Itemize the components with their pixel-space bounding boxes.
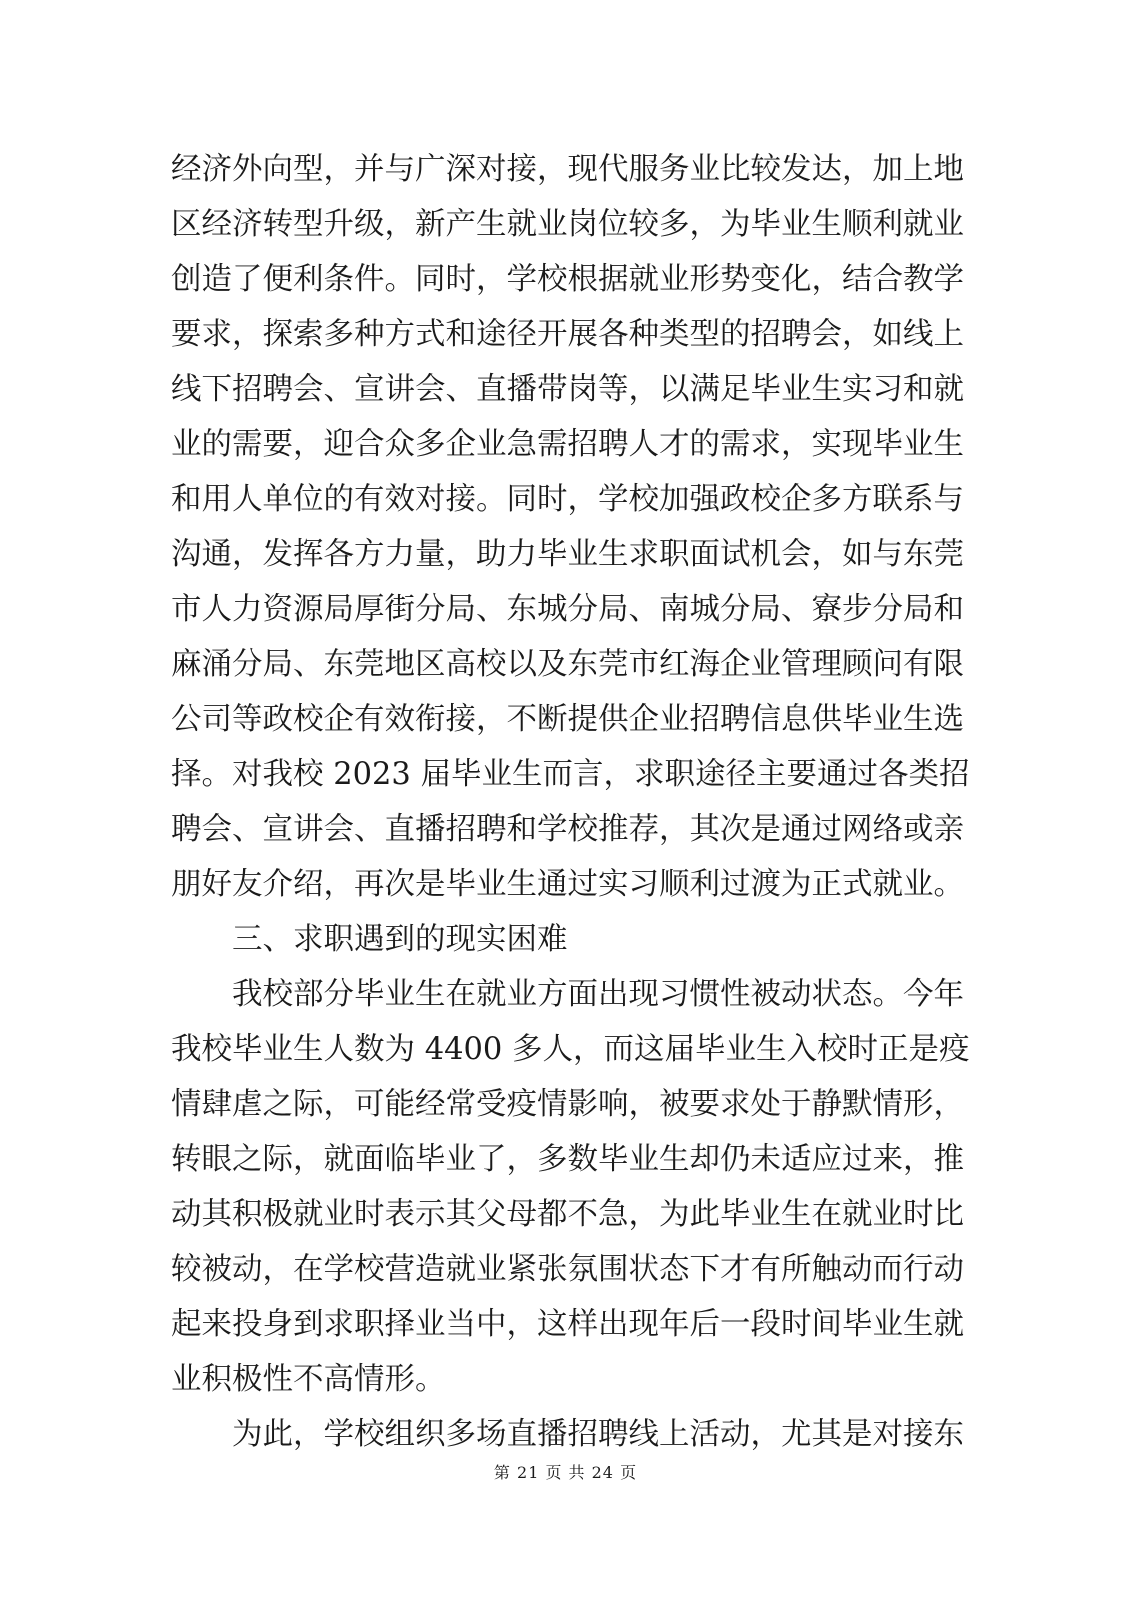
text-line: 要求，探索多种方式和途径开展各种类型的招聘会，如线上 <box>171 317 964 352</box>
text-line: 择。对我校 2023 届毕业生而言，求职途径主要通过各类招 <box>171 757 970 792</box>
text-line: 公司等政校企有效衔接，不断提供企业招聘信息供毕业生选 <box>171 702 964 737</box>
text-line: 较被动，在学校营造就业紧张氛围状态下才有所触动而行动 <box>171 1252 964 1287</box>
text-line: 经济外向型，并与广深对接，现代服务业比较发达，加上地 <box>171 152 964 187</box>
text-line: 我校毕业生人数为 4400 多人，而这届毕业生入校时正是疫 <box>171 1032 970 1067</box>
text-line: 业的需要，迎合众多企业急需招聘人才的需求，实现毕业生 <box>171 427 964 462</box>
page-number: 第 21 页 共 24 页 <box>493 1463 638 1482</box>
text-line: 和用人单位的有效对接。同时，学校加强政校企多方联系与 <box>171 482 964 517</box>
section-heading: 三、求职遇到的现实困难 <box>232 922 568 957</box>
text-line: 朋好友介绍，再次是毕业生通过实习顺利过渡为正式就业。 <box>171 867 964 902</box>
text-line: 动其积极就业时表示其父母都不急，为此毕业生在就业时比 <box>171 1197 964 1232</box>
text-line: 麻涌分局、东莞地区高校以及东莞市红海企业管理顾问有限 <box>171 647 964 682</box>
text-line: 情肆虐之际，可能经常受疫情影响，被要求处于静默情形， <box>171 1087 964 1122</box>
text-line: 沟通，发挥各方力量，助力毕业生求职面试机会，如与东莞 <box>171 537 964 572</box>
text-line: 为此，学校组织多场直播招聘线上活动，尤其是对接东 <box>232 1417 964 1452</box>
text-line: 市人力资源局厚街分局、东城分局、南城分局、寮步分局和 <box>171 592 964 627</box>
text-line: 业积极性不高情形。 <box>171 1362 446 1397</box>
page-footer <box>0 1462 1131 1484</box>
text-line: 区经济转型升级，新产生就业岗位较多，为毕业生顺利就业 <box>171 207 964 242</box>
text-line: 创造了便利条件。同时，学校根据就业形势变化，结合教学 <box>171 262 964 297</box>
text-line: 我校部分毕业生在就业方面出现习惯性被动状态。今年 <box>232 977 964 1012</box>
text-line: 聘会、宣讲会、直播招聘和学校推荐，其次是通过网络或亲 <box>171 812 964 847</box>
text-line: 转眼之际，就面临毕业了，多数毕业生却仍未适应过来，推 <box>171 1142 964 1177</box>
body-text <box>171 142 970 1462</box>
text-line: 线下招聘会、宣讲会、直播带岗等，以满足毕业生实习和就 <box>171 372 964 407</box>
text-line: 起来投身到求职择业当中，这样出现年后一段时间毕业生就 <box>171 1307 964 1342</box>
